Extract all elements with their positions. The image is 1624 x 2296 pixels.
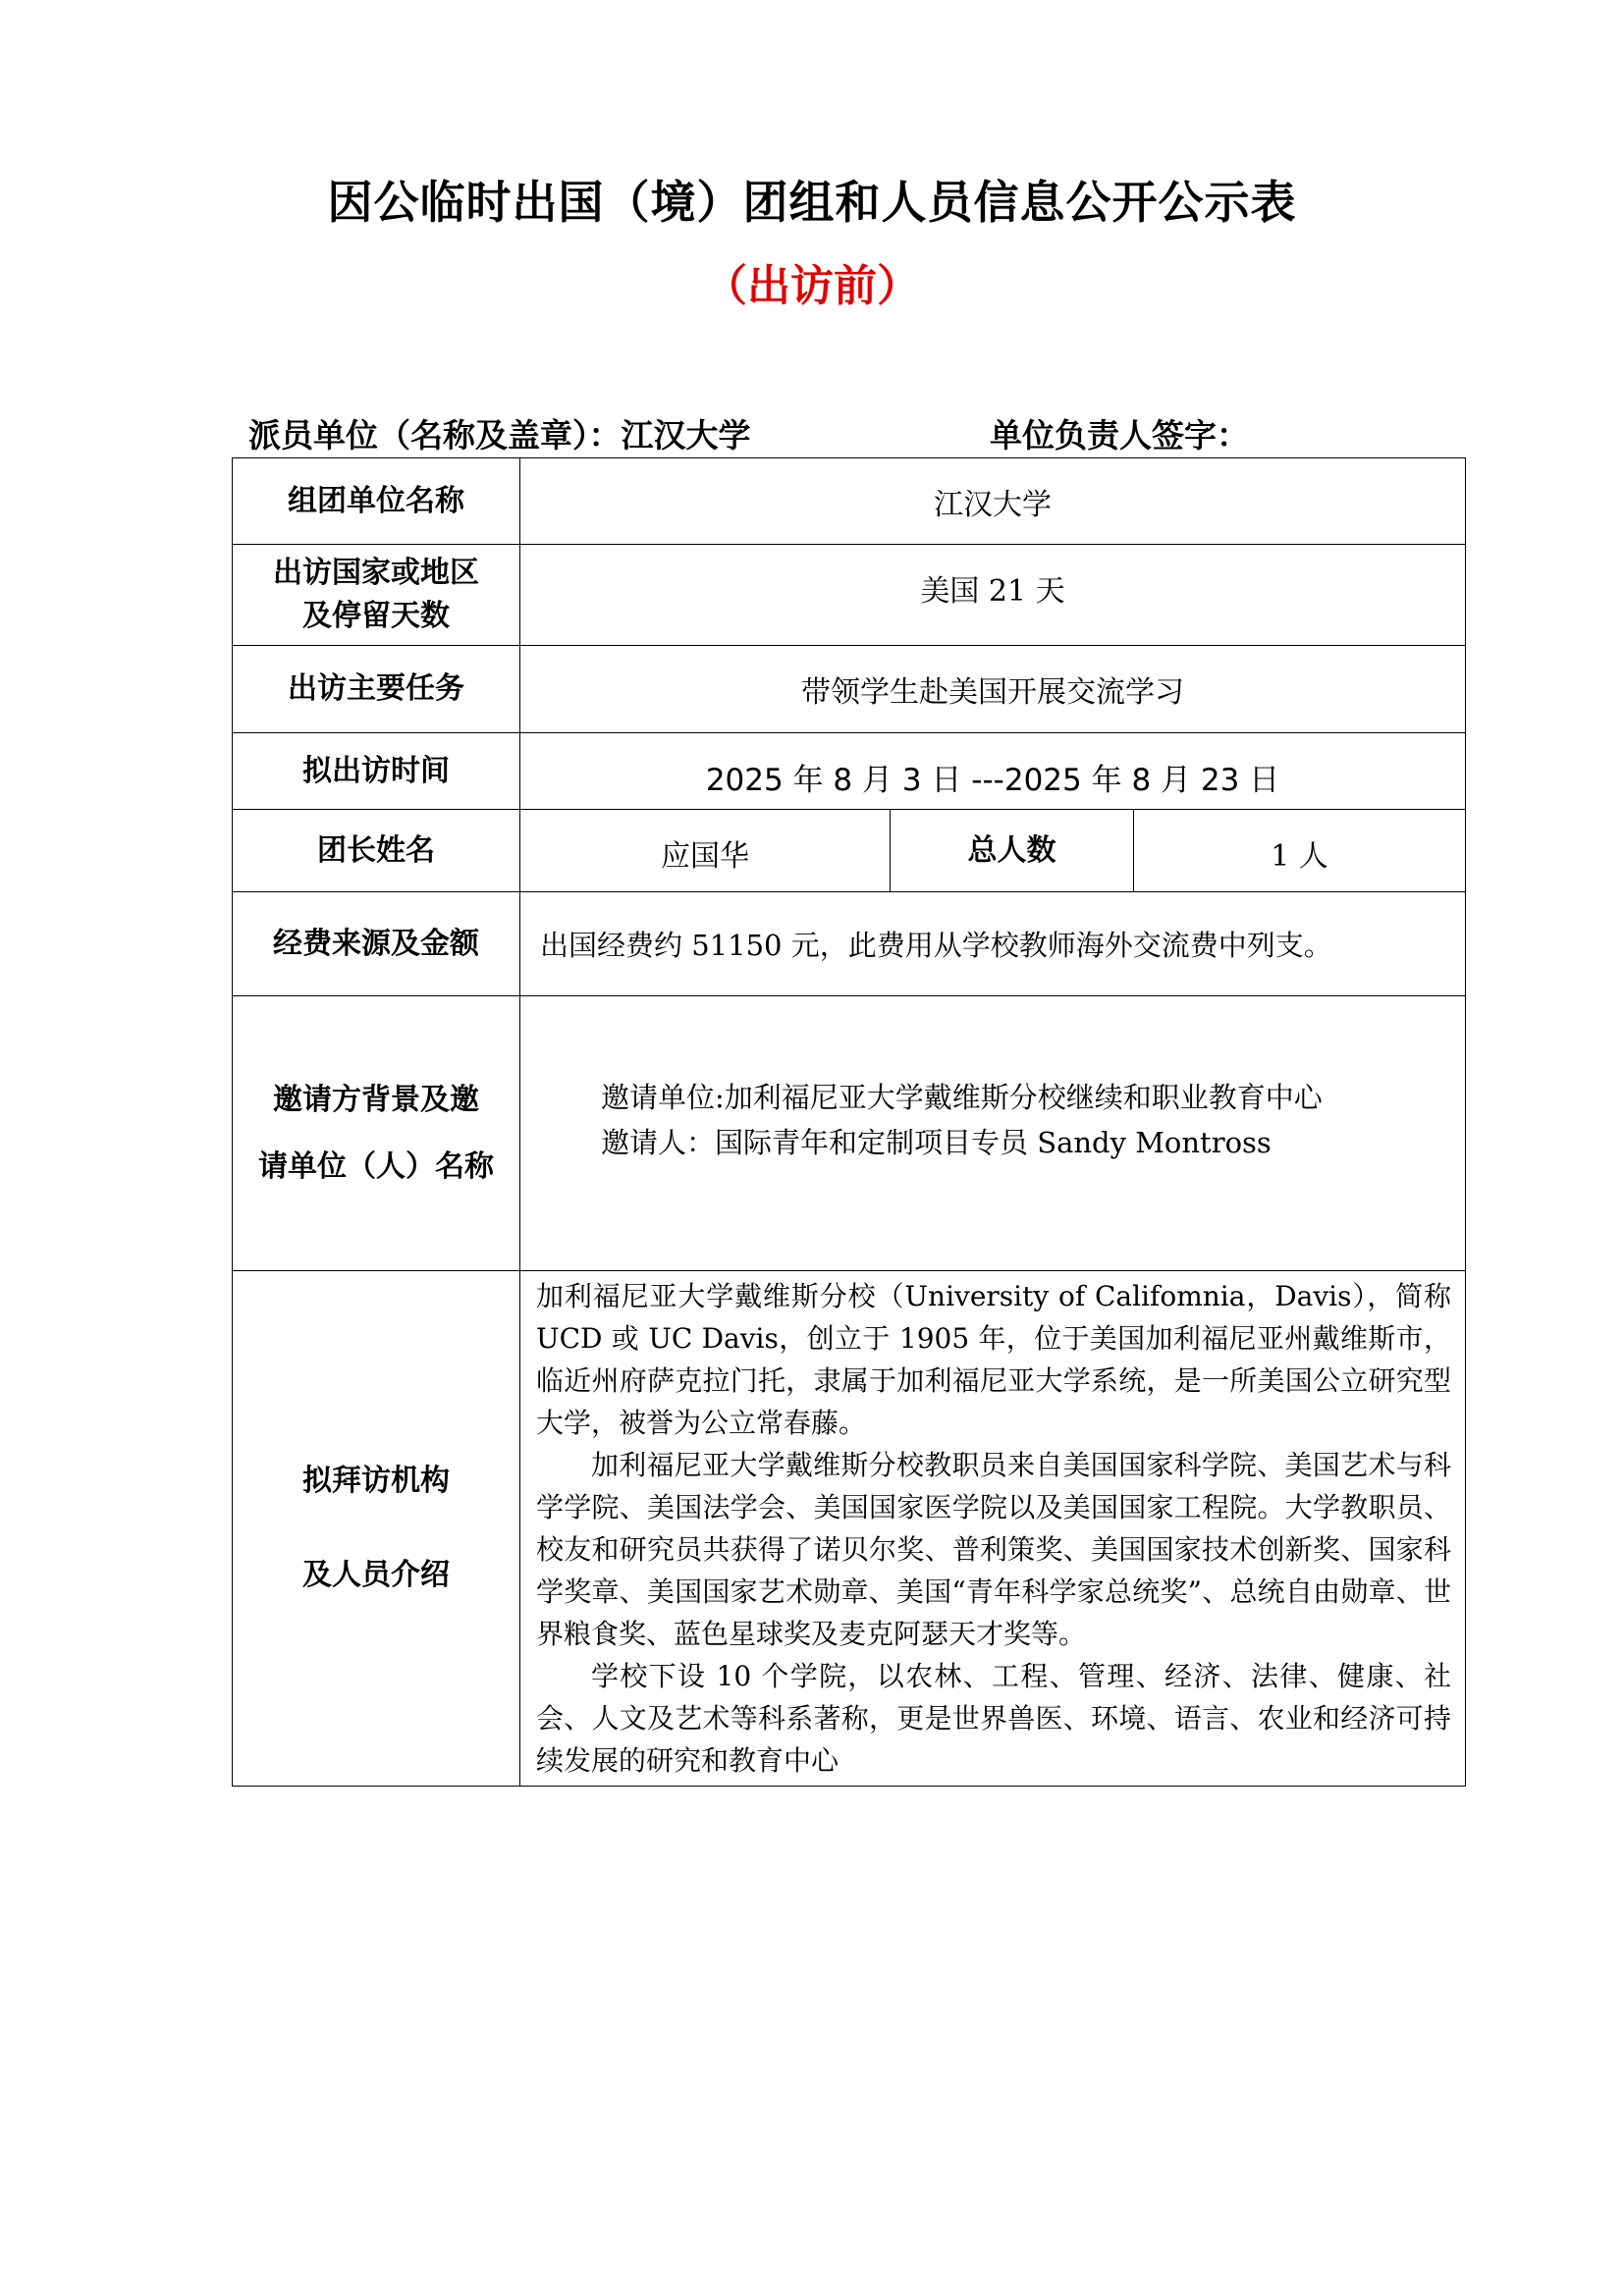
institution-para-3: 学校下设 10 个学院，以农林、工程、管理、经济、法律、健康、社会、人文及艺术等科系著称，更是世界兽医、环境、语言、农业和经济可持续发展的研究和教育中心 bbox=[536, 1660, 1452, 1777]
destination-label-line2: 及停留天数 bbox=[302, 599, 450, 633]
funding-label: 经费来源及金额 bbox=[233, 892, 520, 996]
count-label: 总人数 bbox=[891, 810, 1134, 892]
inviter-unit: 邀请单位:加利福尼亚大学戴维斯分校继续和职业教育中心 bbox=[601, 1081, 1323, 1114]
group-unit-value: 江汉大学 bbox=[520, 458, 1466, 545]
funding-value: 出国经费约 51150 元，此费用从学校教师海外交流费中列支。 bbox=[520, 892, 1466, 996]
institution-para-2: 加利福尼亚大学戴维斯分校教职员来自美国国家科学院、美国艺术与科学学院、美国法学会、美国国家医学院以及美国国家工程院。大学教职员、校友和研究员共获得了诺贝尔奖、普利策奖、美国国家技术创新奖、国家科学奖章、美国国家艺术勋章、美国“青年科学家总统奖”、总统自由勋章、世界粮食奖、蓝色星球奖及麦克阿瑟天才奖等。 bbox=[536, 1449, 1452, 1650]
row-institution bbox=[233, 1271, 1466, 1787]
inviter-person: 邀请人：国际青年和定制项目专员 Sandy Montross bbox=[601, 1126, 1272, 1159]
page-title: 因公临时出国（境）团组和人员信息公开公示表 bbox=[327, 176, 1297, 229]
destination-label bbox=[233, 545, 520, 646]
row-inviter bbox=[233, 996, 1466, 1271]
task-label: 出访主要任务 bbox=[233, 646, 520, 733]
institution-label-line2: 及人员介绍 bbox=[302, 1558, 450, 1592]
row-funding bbox=[233, 892, 1466, 996]
row-destination bbox=[233, 545, 1466, 646]
row-group-unit bbox=[233, 458, 1466, 545]
count-value: 1 人 bbox=[1134, 810, 1466, 892]
inviter-label bbox=[233, 996, 520, 1271]
page-subtitle: （出访前） bbox=[704, 261, 920, 311]
row-leader bbox=[233, 810, 1466, 892]
leader-signature-label: 单位负责人签字： bbox=[990, 416, 1249, 454]
row-time bbox=[233, 733, 1466, 810]
leader-name-value: 应国华 bbox=[520, 810, 891, 892]
task-value: 带领学生赴美国开展交流学习 bbox=[520, 646, 1466, 733]
time-label: 拟出访时间 bbox=[233, 733, 520, 810]
leader-label: 团长姓名 bbox=[233, 810, 520, 892]
destination-label-line1: 出访国家或地区 bbox=[273, 556, 479, 590]
institution-label bbox=[233, 1271, 520, 1787]
sender-line bbox=[248, 410, 1466, 456]
time-value: 2025 年 8 月 3 日 ---2025 年 8 月 23 日 bbox=[520, 733, 1466, 810]
info-table bbox=[232, 457, 1466, 1787]
sender-unit: 派员单位（名称及盖章）：江汉大学 bbox=[248, 416, 751, 454]
inviter-label-line2: 请单位（人）名称 bbox=[258, 1148, 494, 1184]
inviter-label-line1: 邀请方背景及邀 bbox=[273, 1082, 479, 1117]
institution-value bbox=[520, 1271, 1466, 1787]
destination-value: 美国 21 天 bbox=[520, 545, 1466, 646]
group-unit-label: 组团单位名称 bbox=[233, 458, 520, 545]
row-task bbox=[233, 646, 1466, 733]
institution-para-1: 加利福尼亚大学戴维斯分校（University of Califomnia，Davis），简称 UCD 或 UC Davis，创立于 1905 年，位于美国加利福尼亚州戴维斯市，临近州府萨克拉门托，隶属于加利福尼亚大学系统，是一所美国公立研究型大学，被誉为公立常春藤。 bbox=[536, 1280, 1452, 1439]
inviter-value bbox=[520, 996, 1466, 1271]
institution-label-line1: 拟拜访机构 bbox=[302, 1464, 450, 1498]
